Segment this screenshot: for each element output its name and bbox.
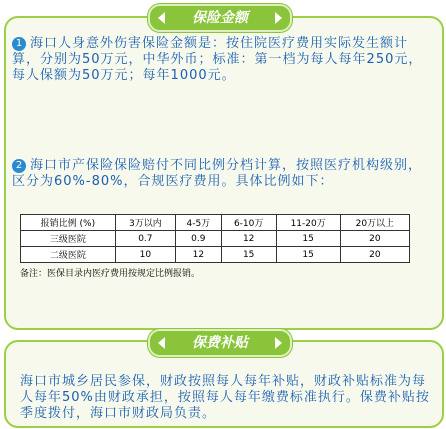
- table-cell: 15: [221, 247, 276, 263]
- table-cell: 0.9: [175, 231, 221, 247]
- table-header-cell: 4-5万: [175, 215, 221, 231]
- premium-subsidy-title: 保费补贴: [148, 329, 292, 357]
- table-header-cell: 20万以上: [340, 215, 409, 231]
- table-cell: 20: [340, 231, 409, 247]
- table-note: 备注：医保目录内医疗费用按规定比例报销。: [20, 269, 201, 279]
- premium-subsidy-text: 海口市城乡居民参保，财政按照每人每年补贴，财政补贴标准为每人每年50%由财政承担，按照每人每年缴费标准执行。保费补贴按季度拨付，海口市财政局负责。: [20, 374, 430, 421]
- item-2-text: 海口市产保险保险赔付不同比例分档计算，按照医疗机构级别，区分为60%-80%，合规医疗费用。具体比例如下：: [12, 158, 423, 189]
- reimbursement-ratio-table: [20, 214, 410, 263]
- insurance-amount-title: 保险金额: [148, 4, 292, 32]
- table-header-cell: 3万以内: [115, 215, 175, 231]
- item-2-number: 2: [12, 159, 26, 173]
- item-1: [12, 36, 432, 84]
- table-header-cell: 报销比例 (%): [21, 215, 116, 231]
- table-row: [21, 247, 410, 263]
- table-header-cell: 11-20万: [276, 215, 340, 231]
- table-cell: 12: [175, 247, 221, 263]
- table-cell: 15: [276, 231, 340, 247]
- table-cell: 10: [115, 247, 175, 263]
- item-1-number: 1: [12, 37, 26, 51]
- table-cell: 三级医院: [21, 231, 116, 247]
- table-cell: 0.7: [115, 231, 175, 247]
- item-1-text: 海口人身意外伤害保险金额是：按住院医疗费用实际发生额计算，分别为50万元，中华外币；标准：第一档为每人每年250元，每人保额为50万元；每年1000元。: [12, 36, 423, 83]
- table-header-cell: 6-10万: [221, 215, 276, 231]
- table-header-row: [21, 215, 410, 231]
- table-cell: 20: [340, 247, 409, 263]
- table-cell: 12: [221, 231, 276, 247]
- table-cell: 15: [276, 247, 340, 263]
- table-row: [21, 231, 410, 247]
- item-2: [12, 158, 432, 190]
- table-cell: 二级医院: [21, 247, 116, 263]
